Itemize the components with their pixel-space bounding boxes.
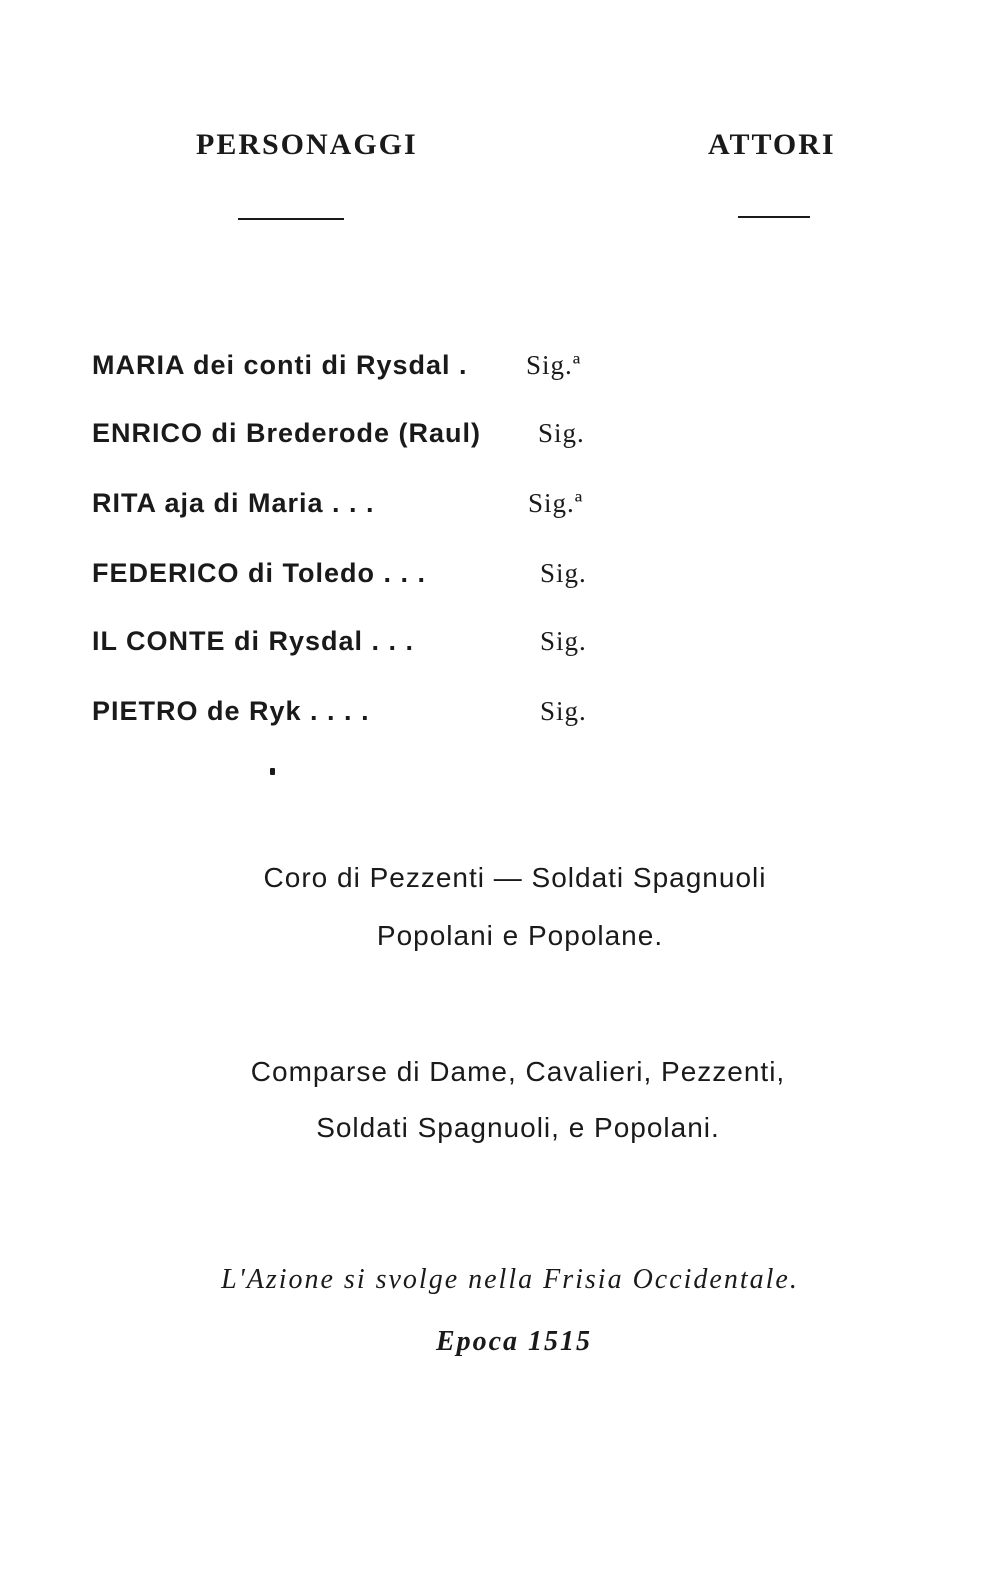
personaggi-heading: PERSONAGGI: [196, 128, 418, 161]
attori-rule: [738, 216, 810, 218]
attori-heading: ATTORI: [708, 128, 836, 161]
ink-speck: [270, 768, 275, 775]
extras-line-2: Soldati Spagnuoli, e Popolani.: [316, 1112, 720, 1143]
actor-title: Sig.ª: [528, 488, 584, 518]
setting-epoch: Epoca 1515: [435, 1326, 593, 1357]
actor-title: Sig.: [540, 626, 587, 656]
personaggi-rule: [238, 218, 344, 220]
actor-title: Sig.ª: [526, 350, 582, 380]
cast-row-enrico: [92, 418, 612, 458]
extras-line-1: Comparse di Dame, Cavalieri, Pezzenti,: [250, 1056, 786, 1087]
cast-row-rita: [92, 488, 612, 528]
character-name: MARIA dei conti di Rysdal .: [92, 350, 468, 380]
cast-row-maria: [92, 350, 612, 390]
actor-title: Sig.: [538, 418, 585, 448]
actor-title: Sig.: [540, 696, 587, 726]
character-name: RITA aja di Maria . . .: [92, 488, 375, 518]
character-name: FEDERICO di Toledo . . .: [92, 558, 426, 588]
character-name: ENRICO di Brederode (Raul): [92, 418, 482, 448]
character-name: PIETRO de Ryk . . . .: [92, 696, 370, 726]
cast-row-pietro: [92, 696, 612, 736]
cast-row-federico: [92, 558, 612, 598]
setting-location: L'Azione si svolge nella Frisia Occidentale.: [221, 1264, 799, 1295]
chorus-line-1: Coro di Pezzenti — Soldati Spagnuoli: [263, 862, 767, 893]
actor-title: Sig.: [540, 558, 587, 588]
chorus-line-2: Popolani e Popolane.: [376, 920, 664, 951]
character-name: IL CONTE di Rysdal . . .: [92, 626, 415, 656]
cast-row-conte: [92, 626, 612, 666]
